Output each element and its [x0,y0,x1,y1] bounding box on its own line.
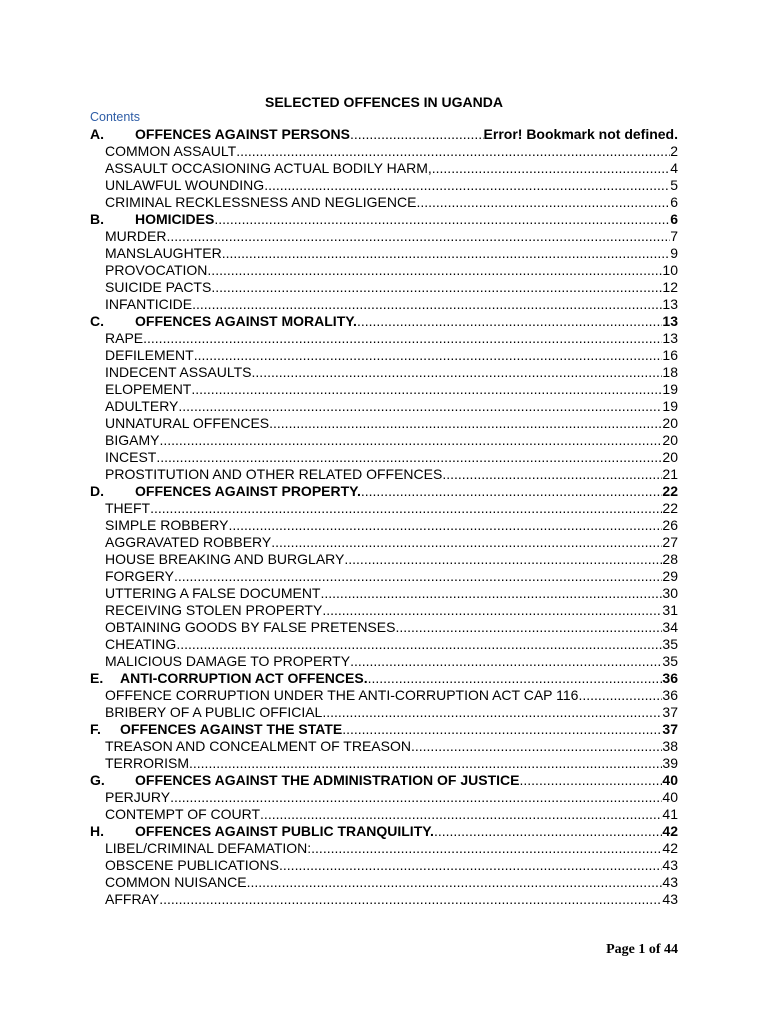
toc-section-row[interactable] [90,721,678,738]
toc-entry-row[interactable] [90,466,678,483]
toc-entry-row[interactable] [90,415,678,432]
toc-page-number: 13 [662,330,678,346]
toc-dot-leader [320,585,662,602]
toc-page-number: 40 [662,789,678,805]
toc-section-row[interactable] [90,772,678,789]
toc-page-number: 29 [662,568,678,584]
toc-page-number: 16 [662,347,678,363]
toc-dot-leader [416,194,670,211]
toc-title: UNNATURAL OFFENCES [105,415,270,431]
toc-title: DEFILEMENT [105,347,194,363]
toc-title: ASSAULT OCCASIONING ACTUAL BODILY HARM, [105,160,432,176]
toc-page-number: 19 [662,398,678,414]
toc-section-letter: D. [90,483,104,499]
toc-section-letter: A. [90,126,104,142]
toc-title: OFFENCES AGAINST PERSONS [135,126,350,142]
toc-entry-row[interactable] [90,245,678,262]
toc-page-number: 41 [662,806,678,822]
toc-title: OFFENCES AGAINST PROPERTY. [135,483,361,499]
toc-dot-leader [178,398,662,415]
toc-dot-leader [189,755,662,772]
toc-dot-leader [228,517,662,534]
toc-section-letter: B. [90,211,104,227]
toc-page-number: Error! Bookmark not defined. [483,126,678,142]
toc-entry-row[interactable] [90,347,678,364]
toc-page-number: 10 [662,262,678,278]
toc-entry-row[interactable] [90,432,678,449]
toc-entry-row[interactable] [90,738,678,755]
toc-dot-leader [176,636,662,653]
toc-section-letter: C. [90,313,104,329]
toc-page-number: 43 [662,857,678,873]
toc-title: INDECENT ASSAULTS [105,364,252,380]
toc-section-row[interactable] [90,313,678,330]
toc-page-number: 20 [662,415,678,431]
toc-entry-row[interactable] [90,296,678,313]
toc-section-row[interactable] [90,670,678,687]
toc-entry-row[interactable] [90,330,678,347]
toc-dot-leader [271,534,662,551]
toc-dot-leader [143,330,662,347]
toc-entry-row[interactable] [90,500,678,517]
toc-dot-leader [434,823,662,840]
toc-entry-row[interactable] [90,755,678,772]
toc-dot-leader [166,228,670,245]
toc-page-number: 36 [662,687,678,703]
toc-section-letter: E. [90,670,104,686]
toc-page-number: 40 [662,772,678,788]
toc-title: BRIBERY OF A PUBLIC OFFICIAL [105,704,323,720]
toc-title: PERJURY [105,789,171,805]
toc-dot-leader [159,891,662,908]
toc-page-number: 28 [662,551,678,567]
toc-entry-row[interactable] [90,891,678,908]
toc-entry-row[interactable] [90,364,678,381]
toc-dot-leader [432,160,670,177]
toc-page-number: 31 [662,602,678,618]
toc-title: HOMICIDES [135,211,215,227]
toc-page-number: 35 [662,636,678,652]
toc-title: SIMPLE ROBBERY [105,517,229,533]
page-title: SELECTED OFFENCES IN UGANDA [264,94,503,110]
toc-dot-leader [252,364,663,381]
toc-entry-row[interactable] [90,840,678,857]
toc-page-number: 6 [670,194,678,210]
toc-entry-row[interactable] [90,585,678,602]
toc-title: RECEIVING STOLEN PROPERTY [105,602,323,618]
toc-page-number: 2 [670,143,678,159]
toc-entry-row[interactable] [90,857,678,874]
toc-dot-leader [361,483,663,500]
toc-title: MANSLAUGHTER [105,245,222,261]
toc-page-number: 7 [670,228,678,244]
toc-page-number: 22 [662,500,678,516]
toc-dot-leader [194,347,663,364]
toc-page-number: 6 [670,211,678,227]
toc-entry-row[interactable] [90,636,678,653]
toc-dot-leader [192,296,662,313]
toc-dot-leader [368,670,663,687]
toc-dot-leader [344,551,662,568]
toc-entry-row[interactable] [90,602,678,619]
toc-title: OFFENCES AGAINST THE STATE [120,721,343,737]
toc-section-letter: F. [90,721,101,737]
toc-page-number: 43 [662,874,678,890]
toc-page-number: 35 [662,653,678,669]
toc-dot-leader [411,738,662,755]
toc-title: CRIMINAL RECKLESSNESS AND NEGLIGENCE [105,194,417,210]
toc-dot-leader [442,466,662,483]
toc-entry-row[interactable] [90,534,678,551]
toc-section-row[interactable] [90,823,678,840]
toc-title: PROSTITUTION AND OTHER RELATED OFFENCES [105,466,443,482]
toc-entry-row[interactable] [90,449,678,466]
toc-dot-leader [236,143,670,160]
toc-entry-row[interactable] [90,789,678,806]
toc-page-number: 37 [662,721,678,737]
toc-entry-row[interactable] [90,806,678,823]
toc-dot-leader [395,619,662,636]
toc-dot-leader [214,211,670,228]
toc-section-row[interactable] [90,483,678,500]
toc-dot-leader [269,415,662,432]
toc-section-letter: H. [90,823,104,839]
toc-dot-leader [207,262,662,279]
toc-title: COMMON ASSAULT [105,143,237,159]
toc-title: TERRORISM [105,755,189,771]
toc-page-number: 20 [662,449,678,465]
toc-dot-leader [159,432,662,449]
toc-page-number: 36 [662,670,678,686]
toc-dot-leader [156,449,662,466]
toc-entry-row[interactable] [90,568,678,585]
toc-entry-row[interactable] [90,687,678,704]
toc-title: OFFENCES AGAINST THE ADMINISTRATION OF JUSTICE [135,772,520,788]
toc-dot-leader [247,874,663,891]
toc-page-number: 4 [670,160,678,176]
toc-page-number: 27 [662,534,678,550]
toc-dot-leader [342,721,662,738]
contents-heading: Contents [90,110,141,124]
toc-entry-row[interactable] [90,160,678,177]
toc-page-number: 26 [662,517,678,533]
toc-title: OFFENCE CORRUPTION UNDER THE ANTI-CORRUPTION ACT CAP 116. [105,687,583,703]
toc-dot-leader [150,500,662,517]
toc-title: CONTEMPT OF COURT [105,806,261,822]
toc-dot-leader [322,704,662,721]
toc-dot-leader [322,602,662,619]
toc-dot-leader [260,806,662,823]
toc-title: OBTAINING GOODS BY FALSE PRETENSES [105,619,396,635]
toc-dot-leader [170,789,662,806]
toc-section-row[interactable] [90,126,678,143]
toc-title: AGGRAVATED ROBBERY [105,534,272,550]
toc-dot-leader [350,653,662,670]
toc-title: THEFT [105,500,151,516]
toc-title: PROVOCATION [105,262,208,278]
toc-dot-leader [222,245,671,262]
toc-title: ANTI-CORRUPTION ACT OFFENCES. [120,670,368,686]
toc-entry-row[interactable] [90,619,678,636]
toc-title: INCEST [105,449,157,465]
toc-title: CHEATING [105,636,177,652]
toc-entry-row[interactable] [90,653,678,670]
toc-title: OBSCENE PUBLICATIONS [105,857,280,873]
toc-title: AFFRAY [105,891,160,907]
toc-page-number: 21 [662,466,678,482]
toc-title: HOUSE BREAKING AND BURGLARY [105,551,345,567]
toc-section-row[interactable] [90,211,678,228]
toc-page-number: 42 [662,840,678,856]
toc-page-number: 34 [662,619,678,635]
toc-title: OFFENCES AGAINST MORALITY. [135,313,357,329]
toc-dot-leader [174,568,662,585]
toc-entry-row[interactable] [90,551,678,568]
toc-entry-row[interactable] [90,262,678,279]
toc-title: COMMON NUISANCE [105,874,247,890]
page-number-footer: Page 1 of 44 [606,942,678,957]
toc-title: LIBEL/CRIMINAL DEFAMATION: [105,840,312,856]
toc-entry-row[interactable] [90,381,678,398]
toc-page-number: 18 [662,364,678,380]
toc-page-number: 12 [662,279,678,295]
toc-entry-row[interactable] [90,177,678,194]
toc-dot-leader [350,126,484,143]
toc-entry-row[interactable] [90,517,678,534]
toc-title: TREASON AND CONCEALMENT OF TREASON [105,738,411,754]
toc-page-number: 37 [662,704,678,720]
toc-dot-leader [357,313,662,330]
toc-page-number: 30 [662,585,678,601]
toc-title: INFANTICIDE [105,296,193,312]
toc-title: MALICIOUS DAMAGE TO PROPERTY [105,653,351,669]
toc-title: ADULTERY [105,398,179,414]
toc-page-number: 42 [662,823,678,839]
toc-dot-leader [264,177,670,194]
toc-dot-leader [520,772,663,789]
toc-title: OFFENCES AGAINST PUBLIC TRANQUILITY. [135,823,434,839]
toc-page-number: 22 [662,483,678,499]
toc-entry-row[interactable] [90,194,678,211]
toc-page-number: 20 [662,432,678,448]
toc-title: ELOPEMENT [105,381,192,397]
toc-title: BIGAMY [105,432,160,448]
toc-title: RAPE [105,330,144,346]
toc-dot-leader [191,381,662,398]
toc-dot-leader [211,279,662,296]
toc-dot-leader [311,840,662,857]
toc-title: UNLAWFUL WOUNDING [105,177,265,193]
toc-page-number: 19 [662,381,678,397]
toc-page-number: 13 [662,313,678,329]
toc-dot-leader [279,857,662,874]
toc-section-letter: G. [90,772,105,788]
table-of-contents [90,126,678,908]
toc-page-number: 39 [662,755,678,771]
toc-title: UTTERING A FALSE DOCUMENT [105,585,321,601]
toc-page-number: 9 [670,245,678,261]
toc-page-number: 13 [662,296,678,312]
toc-title: MURDER [105,228,167,244]
toc-page-number: 38 [662,738,678,754]
toc-entry-row[interactable] [90,143,678,160]
toc-entry-row[interactable] [90,279,678,296]
toc-entry-row[interactable] [90,874,678,891]
toc-entry-row[interactable] [90,398,678,415]
toc-page-number: 43 [662,891,678,907]
toc-entry-row[interactable] [90,228,678,245]
toc-title: FORGERY [105,568,174,584]
toc-title: SUICIDE PACTS [105,279,212,295]
toc-page-number: 5 [670,177,678,193]
toc-dot-leader [582,687,662,704]
toc-entry-row[interactable] [90,704,678,721]
